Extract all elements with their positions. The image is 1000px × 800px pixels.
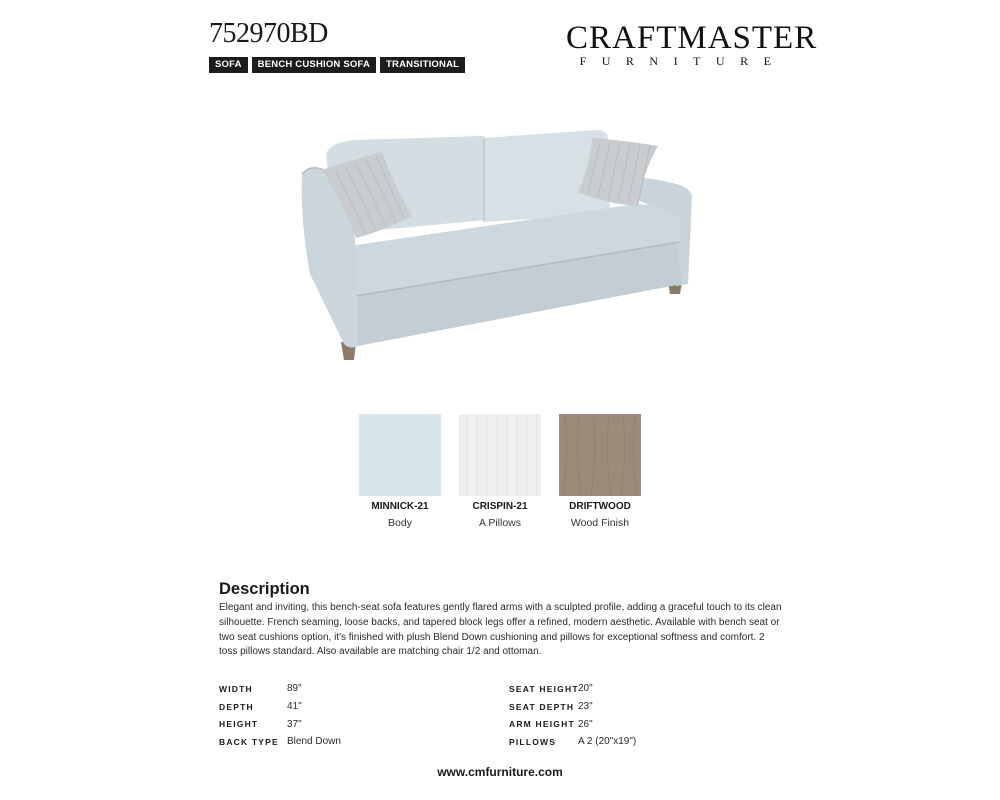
swatch-role: Body [388, 517, 412, 529]
swatch-name: MINNICK-21 [371, 501, 429, 512]
swatch-role: Wood Finish [570, 517, 630, 529]
description-text: Elegant and inviting, this bench-seat sofa features gently flared arms with a sculpted profile, adding a graceful touch to its clean silhouette. French seaming, loose backs, and tapered block legs offer a refined, modern aesthetic. Available with bench seat or two seat cushions option, it's finished with plush Blend Down cushioning and pillows for exceptional softness and comfort. 2 toss pillows standard. Also available are matching chair 1/2 and ottoman. [219, 602, 782, 658]
spec-value: 20" [578, 683, 593, 695]
spec-label: HEIGHT [219, 719, 259, 730]
model-number: 752970BD [209, 18, 328, 49]
spec-value: 41" [287, 701, 302, 713]
logo-subtitle: FURNITURE [579, 54, 787, 68]
specs-right [509, 680, 779, 751]
spec-value: 26" [578, 718, 593, 730]
spec-label: WIDTH [219, 683, 253, 694]
spec-value: Blend Down [287, 736, 341, 748]
spec-label: PILLOWS [509, 736, 557, 747]
tag-transitional: TRANSITIONAL [380, 57, 465, 73]
spec-label: SEAT DEPTH [509, 701, 575, 712]
spec-row [219, 680, 489, 698]
spec-row [219, 698, 489, 716]
spec-row [509, 733, 779, 751]
spec-value: A 2 (20"x19") [578, 736, 637, 748]
swatch-wood [559, 414, 641, 529]
category-tags [209, 57, 465, 73]
swatch-role: A Pillows [478, 517, 521, 529]
spec-row [509, 680, 779, 698]
swatch-pillows [459, 414, 541, 529]
description-heading: Description [219, 580, 310, 598]
logo-name: CRAFTMASTER [566, 20, 818, 56]
tag-sofa: SOFA [209, 57, 248, 73]
spec-row [509, 698, 779, 716]
specs-left [219, 680, 489, 751]
spec-row [509, 715, 779, 733]
spec-value: 37" [287, 718, 302, 730]
website-link[interactable]: www.cmfurniture.com [437, 765, 563, 779]
spec-label: ARM HEIGHT [509, 719, 575, 730]
swatch-name: DRIFTWOOD [569, 501, 631, 512]
spec-label: BACK TYPE [219, 736, 279, 747]
spec-value: 89" [287, 683, 302, 695]
spec-row [219, 715, 489, 733]
tag-bench-cushion-sofa: BENCH CUSHION SOFA [252, 57, 376, 73]
swatch-image-minnick [359, 414, 441, 496]
spec-label: SEAT HEIGHT [509, 683, 579, 694]
swatch-body [359, 414, 441, 529]
brand-logo [566, 20, 818, 68]
swatch-image-crispin [459, 414, 541, 496]
spec-value: 23" [578, 701, 593, 713]
spec-label: DEPTH [219, 701, 254, 712]
spec-row [219, 733, 489, 751]
sofa-image [296, 124, 696, 364]
swatch-image-driftwood [559, 414, 641, 496]
swatch-name: CRISPIN-21 [472, 501, 528, 512]
